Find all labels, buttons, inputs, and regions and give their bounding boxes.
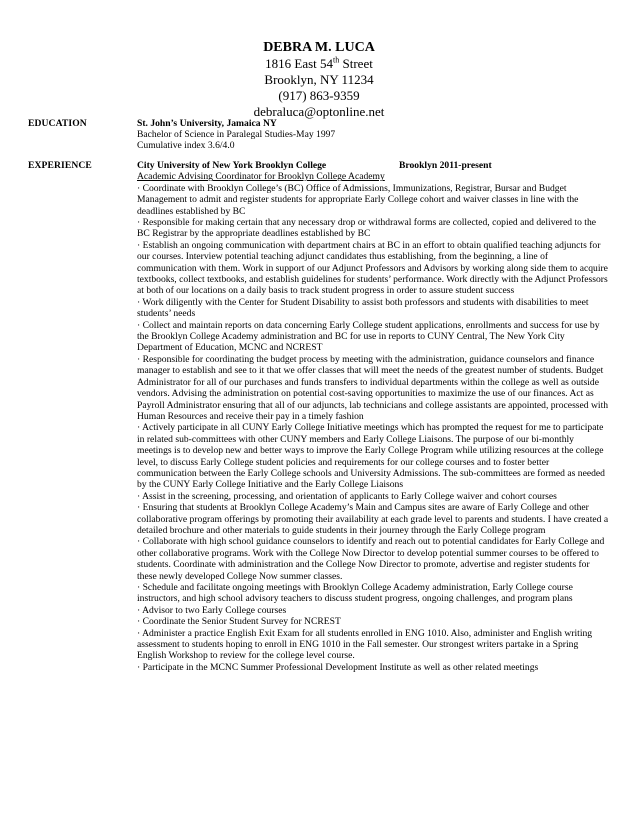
duty-list	[137, 183, 609, 673]
street-ordinal: th	[333, 55, 340, 65]
duty-item: · Collaborate with high school guidance counselors to identify and reach out to potential candidates for Early College and other collaborative programs. Work with the College Now Director to develop potential summer courses to be offered to students. Coordinate with administration and the College Now Director to promote, advertise and register students for these newly developed College Now summer classes.	[137, 536, 605, 582]
resume-header	[0, 40, 638, 120]
duty-item: · Establish an ongoing communication with department chairs at BC in an effort to obtain qualified teaching adjuncts for our courses. Interview potential teaching adjunct candidates thus establishing, from the beginning, a line of communication with them. Work in support of our Adjunct Professors and Advisors by working along side them to acquire textbooks, collect textbooks, and establish guidelines for students’ performance. Work directly with the Adjunct Professors at both of our locations on a daily basis to track student progress in order to assure student success	[137, 239, 608, 297]
street-number: 1816 East 54	[265, 56, 334, 71]
school-name: St. John’s University, Jamaica NY	[137, 118, 277, 129]
education-section	[137, 118, 607, 151]
duty-item: · Responsible for coordinating the budget process by meeting with the administration, guidance counselors and finance manager to establish and see to it that we offer classes that will meet the needs of the greatest number of students. Budget Administrator for all of our purchases and funds transfers to individual departments within the college as well as outside vendors. Advising the administration on potential cost-saving opportunities to maximize the use of our finances. Act as Payroll Administrator ensuring that all of our adjuncts, lab technicians and college assistants are appointed, processed with Human Resources and receive their pay in a timely fashion	[137, 353, 609, 422]
duty-item: · Actively participate in all CUNY Early College Initiative meetings which has prompted the request for me to participate in related sub-committees with other CUNY members and Early College Liaisons. The purpose of our bi-monthly meetings is to develop new and better ways to improve the Early College Program while utilizing resources at the college level, to discuss Early College student policies and requirements for our college courses and to foster better communication between the Early College schools and University Admissions. The sub-committees are formed as needed by the CUNY Early College Initiative and the Early College Liaisons	[137, 422, 605, 491]
street-address	[0, 56, 638, 72]
candidate-name: DEBRA M. LUCA	[263, 40, 375, 55]
duty-item: · Schedule and facilitate ongoing meetings with Brooklyn College Academy administration, Early College course instructors, and high school advisory teachers to discuss student progress, ongoing challenges, and program plans	[137, 582, 573, 605]
duty-item: · Assist in the screening, processing, and orientation of applicants to Early College waiver and cohort courses	[137, 490, 557, 502]
duty-item: · Collect and maintain reports on data concerning Early College student applications, enrollments and success for use by the Brooklyn College Academy administration and BC for use in reports to CUNY Central, The New York City Department of Education, MCNC and NCREST	[137, 319, 600, 354]
job-location-dates: Brooklyn 2011-present	[399, 160, 492, 171]
experience-section-label: EXPERIENCE	[28, 160, 92, 171]
job-title: Academic Advising Coordinator for Brooklyn College Academy	[137, 171, 385, 183]
duty-item: · Responsible for making certain that any necessary drop or withdrawal forms are collected, copied and delivered to the BC Registrar by the appropriate deadlines established by BC	[137, 217, 597, 240]
education-section-label: EDUCATION	[28, 118, 87, 129]
email-address: debraluca@optonline.net	[253, 104, 385, 119]
street-name: Street	[339, 56, 373, 71]
job-header	[137, 160, 609, 171]
phone-number: (917) 863-9359	[278, 88, 360, 103]
duty-item: · Work diligently with the Center for Student Disability to assist both professors and students with disabilities to meet students’ needs	[137, 296, 589, 320]
duty-item: · Coordinate with Brooklyn College’s (BC) Office of Admissions, Immunizations, Registrar, Bursar and Budget Management to admit and register students for appropriate Early College cohort and waiver classes in line with the deadlines established by BC	[137, 182, 579, 217]
duty-item: · Coordinate the Senior Student Survey for NCREST	[137, 616, 341, 628]
degree: Bachelor of Science in Paralegal Studies-May 1997	[137, 129, 336, 140]
employer-name: City University of New York Brooklyn College	[137, 160, 327, 171]
experience-section	[137, 160, 609, 673]
duty-item: · Participate in the MCNC Summer Professional Development Institute as well as other related meetings	[137, 661, 539, 673]
cumulative-index: Cumulative index 3.6/4.0	[137, 140, 235, 151]
duty-item: · Administer a practice English Exit Exam for all students enrolled in ENG 1010. Also, administer and English writing assessment to students hoping to enroll in ENG 1010 in the Fall semester. Our strongest writers partake in a Spring English Workshop to review for the college level course.	[137, 627, 593, 662]
duty-item: · Ensuring that students at Brooklyn College Academy’s Main and Campus sites are aware of Early College and other collaborative program offerings by promoting their availability at each grade level to parents and students. I have created a detailed brochure and other materials to guide students in their journey through the Early College program	[137, 502, 609, 536]
city-state-zip: Brooklyn, NY 11234	[264, 72, 374, 87]
duty-item: · Advisor to two Early College courses	[137, 604, 287, 616]
